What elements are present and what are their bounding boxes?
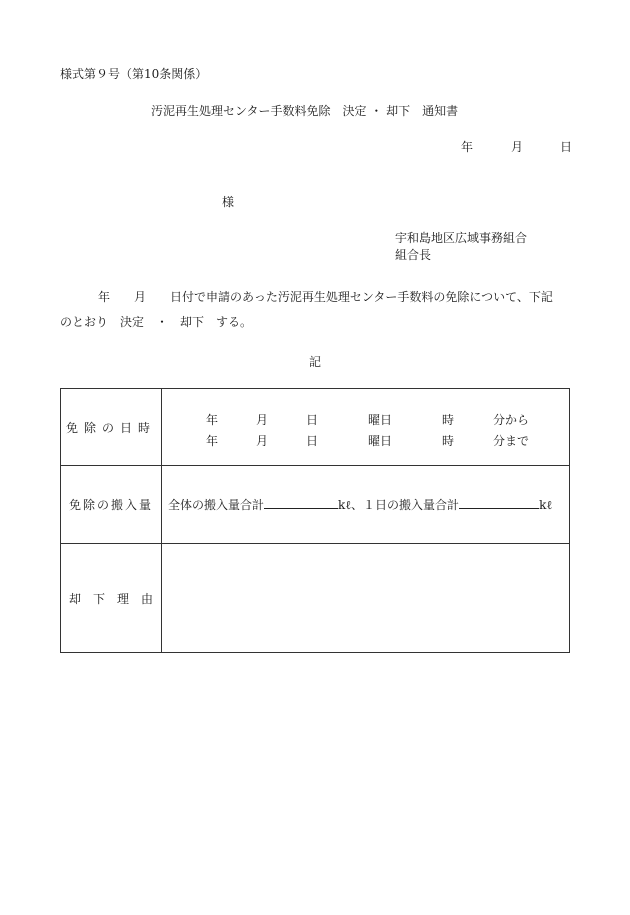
unit-kl-1: kℓ、 [338,498,364,512]
from-month: 月 [256,413,269,427]
body-text-line1: 年 月 日付で申請のあった汚泥再生処理センター手数料の免除について、下記 [98,290,553,304]
body-text-line2: のとおり 決定 ・ 却下 する。 [60,315,253,329]
from-day: 日 [306,413,319,427]
total-quantity-label: 全体の搬入量合計 [168,498,265,512]
rejection-label: 却下理由 [68,591,165,606]
to-weekday: 曜日 [368,434,393,448]
quantity-label: 免除の搬入量 [68,498,153,512]
from-year: 年 [206,413,219,427]
exemption-table [60,388,570,653]
issue-date-month: 月 [511,140,524,154]
rejection-label-cell [61,544,165,653]
daily-quantity-field[interactable] [459,498,539,509]
rejection-reason-field[interactable] [162,544,570,653]
to-hour: 時 [442,434,455,448]
datetime-from-line [162,411,569,425]
to-day: 日 [306,434,319,448]
quantity-value-cell [162,466,570,544]
record-heading: 記 [309,355,322,369]
document-title: 汚泥再生処理センター手数料免除 決定 ・ 却下 通知書 [151,104,459,118]
form-number: 様式第９号（第10条関係） [60,67,208,81]
datetime-label: 免除の日時 [65,420,156,435]
issue-date-day: 日 [560,140,573,154]
from-weekday: 曜日 [368,413,393,427]
table-row-datetime [61,389,570,466]
issue-date-year: 年 [461,140,474,154]
from-hour: 時 [442,413,455,427]
daily-quantity-label: １日の搬入量合計 [363,498,460,512]
datetime-to-line [162,432,569,446]
datetime-label-cell [61,389,162,466]
quantity-label-cell [61,466,162,544]
to-minute: 分まで [493,434,530,448]
table-row-rejection [61,544,570,653]
table-row-quantity [61,466,570,544]
to-month: 月 [256,434,269,448]
addressee-suffix: 様 [222,195,235,209]
to-year: 年 [206,434,219,448]
issuer-organization: 宇和島地区広域事務組合 [395,231,528,245]
from-minute: 分から [493,413,530,427]
unit-kl-2: kℓ [539,498,553,512]
issuer-position: 組合長 [395,248,432,262]
total-quantity-field[interactable] [264,498,338,509]
datetime-value-cell[interactable] [162,389,570,466]
